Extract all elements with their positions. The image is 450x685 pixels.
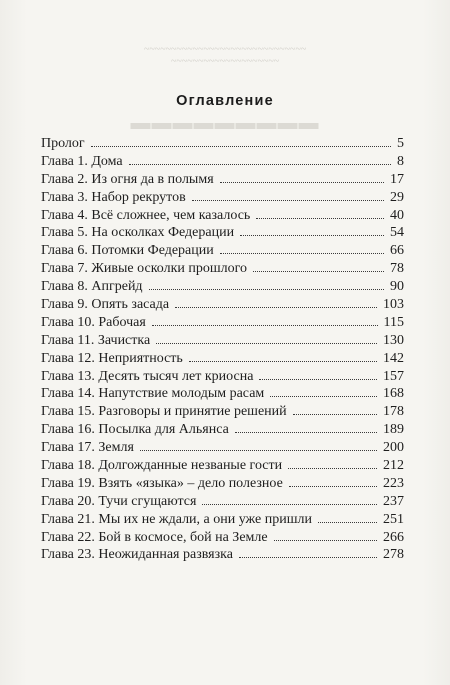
toc-entry-title: Глава 17. Земля	[41, 440, 134, 456]
toc-entry-title: Глава 7. Живые осколки прошлого	[41, 261, 248, 277]
toc-entry-title: Глава 19. Взять «языка» – дело полезное	[41, 475, 283, 491]
toc-entry-page: 189	[383, 422, 404, 438]
toc-entry	[41, 260, 404, 278]
toc-entry-title: Пролог	[41, 136, 85, 151]
toc-entry-page: 200	[383, 440, 404, 456]
toc-entry-title: Глава 13. Десять тысяч лет криосна	[41, 368, 254, 384]
toc-entry	[41, 224, 404, 242]
toc-entry	[41, 135, 404, 153]
dot-leader	[202, 504, 377, 505]
dot-leader	[149, 289, 384, 290]
toc-entry	[41, 189, 404, 207]
toc-entry-page: 237	[383, 493, 404, 509]
toc-entry-page: 54	[390, 225, 404, 241]
toc-entry-page: 8	[397, 153, 404, 169]
toc-entry	[41, 314, 404, 332]
dot-leader	[189, 361, 377, 362]
toc-entry	[41, 511, 404, 529]
toc-entry	[41, 403, 404, 421]
dot-leader	[156, 343, 377, 344]
toc-entry	[41, 242, 404, 260]
bleed-through-text: ~~~~~~~~~~~~~~~~~~~~	[170, 56, 280, 67]
bleed-through-text: ▬▬▬▬▬▬▬▬▬	[130, 112, 320, 134]
toc-entry-page: 168	[383, 386, 404, 402]
toc-entry	[41, 171, 404, 189]
toc-entry	[41, 332, 404, 350]
dot-leader	[240, 235, 384, 236]
toc-entry-title: Глава 9. Опять засада	[41, 297, 170, 313]
dot-leader	[274, 540, 377, 541]
toc-entry-page: 157	[383, 368, 404, 384]
toc-entry-page: 5	[397, 136, 404, 151]
dot-leader	[175, 307, 377, 308]
toc-entry	[41, 421, 404, 439]
dot-leader	[140, 450, 377, 451]
toc-entry-page: 130	[383, 332, 404, 348]
bleed-through-text: ~~~~~~~~~~~~~~~~~~~~~~~~~~~~~~	[143, 44, 307, 55]
dot-leader	[152, 325, 378, 326]
table-of-contents	[41, 135, 404, 564]
toc-entry-title: Глава 5. На осколках Федерации	[41, 225, 235, 241]
toc-entry	[41, 278, 404, 296]
dot-leader	[289, 486, 377, 487]
dot-leader	[253, 271, 384, 272]
toc-entry-page: 115	[383, 314, 404, 330]
toc-entry-page: 266	[383, 529, 404, 545]
toc-entry-title: Глава 1. Дома	[41, 153, 123, 169]
toc-entry-page: 66	[390, 243, 404, 259]
toc-entry-page: 278	[383, 547, 404, 563]
toc-entry-title: Глава 22. Бой в космосе, бой на Земле	[41, 529, 268, 545]
toc-entry-page: 103	[383, 297, 404, 313]
toc-entry	[41, 439, 404, 457]
toc-entry-title: Глава 8. Апгрейд	[41, 279, 143, 295]
toc-entry-title: Глава 16. Посылка для Альянса	[41, 422, 229, 438]
toc-entry-title: Глава 23. Неожиданная развязка	[41, 547, 233, 563]
toc-entry-page: 40	[390, 207, 404, 223]
toc-entry	[41, 475, 404, 493]
toc-entry-title: Глава 2. Из огня да в полымя	[41, 171, 214, 187]
dot-leader	[239, 557, 377, 558]
toc-entry-page: 29	[390, 189, 404, 205]
toc-entry	[41, 457, 404, 475]
dot-leader	[318, 522, 377, 523]
toc-entry-page: 223	[383, 475, 404, 491]
toc-entry	[41, 350, 404, 368]
toc-entry-title: Глава 18. Долгожданные незваные гости	[41, 458, 283, 474]
toc-entry	[41, 296, 404, 314]
dot-leader	[256, 218, 384, 219]
toc-entry-title: Глава 6. Потомки Федерации	[41, 243, 214, 259]
toc-entry	[41, 153, 404, 171]
toc-entry	[41, 368, 404, 386]
toc-entry-title: Глава 20. Тучи сгущаются	[41, 493, 197, 509]
toc-entry-title: Глава 10. Рабочая	[41, 314, 146, 330]
toc-entry-page: 251	[383, 511, 404, 527]
toc-entry-title: Глава 21. Мы их не ждали, а они уже пришли	[41, 511, 313, 527]
dot-leader	[129, 164, 391, 165]
toc-entry	[41, 207, 404, 225]
toc-entry	[41, 529, 404, 547]
toc-entry	[41, 385, 404, 403]
dot-leader	[91, 146, 391, 147]
dot-leader	[259, 379, 377, 380]
dot-leader	[220, 253, 384, 254]
toc-heading: Оглавление	[176, 93, 274, 109]
toc-entry-title: Глава 3. Набор рекрутов	[41, 189, 186, 205]
toc-entry-page: 78	[390, 261, 404, 277]
toc-entry-title: Глава 11. Зачистка	[41, 332, 151, 348]
toc-entry-page: 212	[383, 458, 404, 474]
toc-entry-page: 90	[390, 279, 404, 295]
toc-entry-page: 17	[390, 171, 404, 187]
toc-entry-page: 178	[383, 404, 404, 420]
dot-leader	[220, 182, 384, 183]
toc-entry-title: Глава 14. Напутствие молодым расам	[41, 386, 265, 402]
dot-leader	[270, 396, 377, 397]
toc-entry	[41, 546, 404, 564]
dot-leader	[235, 432, 377, 433]
toc-entry	[41, 493, 404, 511]
dot-leader	[293, 414, 377, 415]
toc-entry-title: Глава 15. Разговоры и принятие решений	[41, 404, 287, 420]
dot-leader	[288, 468, 377, 469]
toc-entry-page: 142	[383, 350, 404, 366]
dot-leader	[192, 200, 384, 201]
toc-entry-title: Глава 12. Неприятность	[41, 350, 183, 366]
toc-entry-title: Глава 4. Всё сложнее, чем казалось	[41, 207, 251, 223]
